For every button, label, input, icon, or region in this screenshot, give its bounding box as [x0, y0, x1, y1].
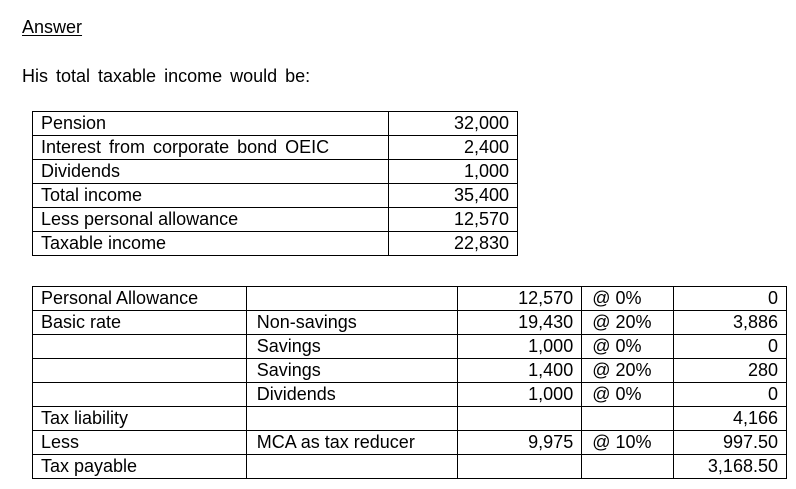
- answer-heading: Answer: [22, 17, 83, 37]
- amount-cell: [457, 407, 582, 431]
- income-type-cell: [246, 287, 457, 311]
- rate-cell: @ 0%: [582, 383, 674, 407]
- band-cell: [33, 335, 247, 359]
- band-cell: Basic rate: [33, 311, 247, 335]
- band-cell: Tax payable: [33, 455, 247, 479]
- income-value: 12,570: [388, 208, 517, 232]
- band-cell: [33, 383, 247, 407]
- tax-cell: 3,168.50: [674, 455, 787, 479]
- tax-cell: 0: [674, 383, 787, 407]
- rate-cell: @ 20%: [582, 359, 674, 383]
- income-type-cell: MCA as tax reducer: [246, 431, 457, 455]
- income-label: Taxable income: [33, 232, 389, 256]
- income-label: Less personal allowance: [33, 208, 389, 232]
- tax-cell: 280: [674, 359, 787, 383]
- income-type-cell: Savings: [246, 335, 457, 359]
- table-row: [33, 136, 518, 160]
- income-label: Dividends: [33, 160, 389, 184]
- income-value: 35,400: [388, 184, 517, 208]
- income-type-cell: Dividends: [246, 383, 457, 407]
- rate-cell: [582, 455, 674, 479]
- amount-cell: 12,570: [457, 287, 582, 311]
- amount-cell: 1,000: [457, 383, 582, 407]
- tax-cell: 997.50: [674, 431, 787, 455]
- intro-text: His total taxable income would be:: [22, 66, 311, 86]
- amount-cell: 19,430: [457, 311, 582, 335]
- table-row: [33, 311, 787, 335]
- tax-cell: 0: [674, 335, 787, 359]
- table-row: [33, 184, 518, 208]
- amount-cell: [457, 455, 582, 479]
- tax-calculation-table: [32, 286, 787, 479]
- table-row: [33, 208, 518, 232]
- band-cell: Tax liability: [33, 407, 247, 431]
- tax-cell: 4,166: [674, 407, 787, 431]
- tax-cell: 0: [674, 287, 787, 311]
- band-cell: [33, 359, 247, 383]
- rate-cell: [582, 407, 674, 431]
- income-value: 1,000: [388, 160, 517, 184]
- income-label: Interest from corporate bond OEIC: [33, 136, 389, 160]
- tax-cell: 3,886: [674, 311, 787, 335]
- table-row: [33, 455, 787, 479]
- table-row: [33, 359, 787, 383]
- table-row: [33, 431, 787, 455]
- table-row: [33, 287, 787, 311]
- table-row: [33, 335, 787, 359]
- income-type-cell: Non-savings: [246, 311, 457, 335]
- income-label: Pension: [33, 112, 389, 136]
- income-type-cell: [246, 407, 457, 431]
- income-type-cell: Savings: [246, 359, 457, 383]
- rate-cell: @ 20%: [582, 311, 674, 335]
- amount-cell: 9,975: [457, 431, 582, 455]
- table-row: [33, 407, 787, 431]
- income-type-cell: [246, 455, 457, 479]
- table-row: [33, 383, 787, 407]
- amount-cell: 1,400: [457, 359, 582, 383]
- band-cell: Personal Allowance: [33, 287, 247, 311]
- income-value: 32,000: [388, 112, 517, 136]
- rate-cell: @ 0%: [582, 287, 674, 311]
- rate-cell: @ 10%: [582, 431, 674, 455]
- table-row: [33, 232, 518, 256]
- rate-cell: @ 0%: [582, 335, 674, 359]
- income-value: 2,400: [388, 136, 517, 160]
- income-label: Total income: [33, 184, 389, 208]
- taxable-income-table: [32, 111, 518, 256]
- table-row: [33, 112, 518, 136]
- amount-cell: 1,000: [457, 335, 582, 359]
- table-row: [33, 160, 518, 184]
- income-value: 22,830: [388, 232, 517, 256]
- band-cell: Less: [33, 431, 247, 455]
